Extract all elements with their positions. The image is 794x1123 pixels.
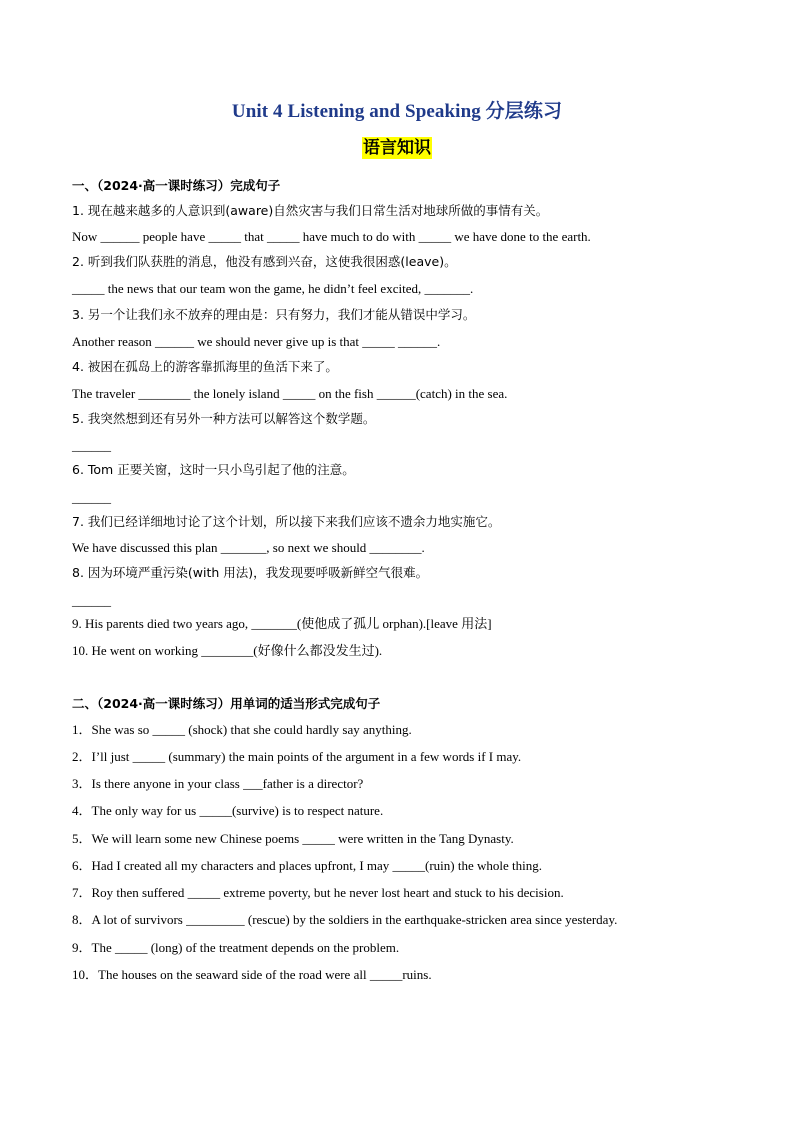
s1-q8-prompt: 8. 因为环境严重污染(with 用法)，我发现要呼吸新鲜空气很难。 <box>72 565 429 580</box>
section-1-heading: 一、（2024·高一课时练习）完成句子 <box>72 178 281 193</box>
s2-q1: 1．She was so _____ (shock) that she could hardly say anything. <box>72 722 412 737</box>
s1-q1-prompt: 1. 现在越来越多的人意识到(aware)自然灾害与我们日常生活对地球所做的事情有关。 <box>72 203 549 218</box>
worksheet-page <box>72 0 722 1123</box>
s2-q3: 3．Is there anyone in your class ___father is a director? <box>72 776 364 791</box>
s1-q7-answer: We have discussed this plan _______, so next we should ________. <box>72 540 425 555</box>
section-2-heading: 二、（2024·高一课时练习）用单词的适当形式完成句子 <box>72 696 381 711</box>
s2-q2: 2．I’ll just _____ (summary) the main points of the argument in a few words if I may. <box>72 749 522 764</box>
s1-q1-answer: Now ______ people have _____ that _____ have much to do with _____ we have done to the earth. <box>72 229 591 244</box>
s1-q4-answer: The traveler ________ the lonely island _____ on the fish ______(catch) in the sea. <box>72 386 508 401</box>
s1-q9: 9. His parents died two years ago, _______(使他成了孤儿 orphan).[leave 用法] <box>72 616 492 631</box>
section-subtitle: 语言知识 <box>363 138 431 158</box>
s2-q7: 7．Roy then suffered _____ extreme poverty, but he never lost heart and stuck to his decision. <box>72 885 564 900</box>
subtitle-wrap <box>72 137 722 159</box>
s1-q3-prompt: 3. 另一个让我们永不放弃的理由是：只有努力，我们才能从错误中学习。 <box>72 307 476 322</box>
s1-q5-answer: ______ <box>72 438 111 453</box>
s1-q4-prompt: 4. 被困在孤岛上的游客靠抓海里的鱼活下来了。 <box>72 359 338 374</box>
s2-q4: 4．The only way for us _____(survive) is to respect nature. <box>72 803 384 818</box>
s2-q10: 10．The houses on the seaward side of the road were all _____ruins. <box>72 967 432 982</box>
s1-q2-prompt: 2. 听到我们队获胜的消息，他没有感到兴奋，这使我很困惑(leave)。 <box>72 254 457 269</box>
s2-q6: 6．Had I created all my characters and places upfront, I may _____(ruin) the whole thing. <box>72 858 542 873</box>
s1-q5-prompt: 5. 我突然想到还有另外一种方法可以解答这个数学题。 <box>72 411 376 426</box>
s1-q3-answer: Another reason ______ we should never give up is that _____ ______. <box>72 334 441 349</box>
s1-q2-answer: _____ the news that our team won the game, he didn’t feel excited, _______. <box>72 281 474 296</box>
s1-q10: 10. He went on working ________(好像什么都没发生过). <box>72 643 383 658</box>
s2-q9: 9．The _____ (long) of the treatment depends on the problem. <box>72 940 400 955</box>
page-title: Unit 4 Listening and Speaking 分层练习 <box>231 101 563 122</box>
s2-q5: 5．We will learn some new Chinese poems _____ were written in the Tang Dynasty. <box>72 831 514 846</box>
s1-q8-answer: ______ <box>72 593 111 608</box>
s1-q6-prompt: 6. Tom 正要关窗，这时一只小鸟引起了他的注意。 <box>72 462 355 477</box>
s2-q8: 8．A lot of survivors _________ (rescue) by the soldiers in the earthquake-stricken area since yesterday. <box>72 912 618 927</box>
s1-q6-answer: ______ <box>72 490 111 505</box>
s1-q7-prompt: 7. 我们已经详细地讨论了这个计划，所以接下来我们应该不遗余力地实施它。 <box>72 514 501 529</box>
